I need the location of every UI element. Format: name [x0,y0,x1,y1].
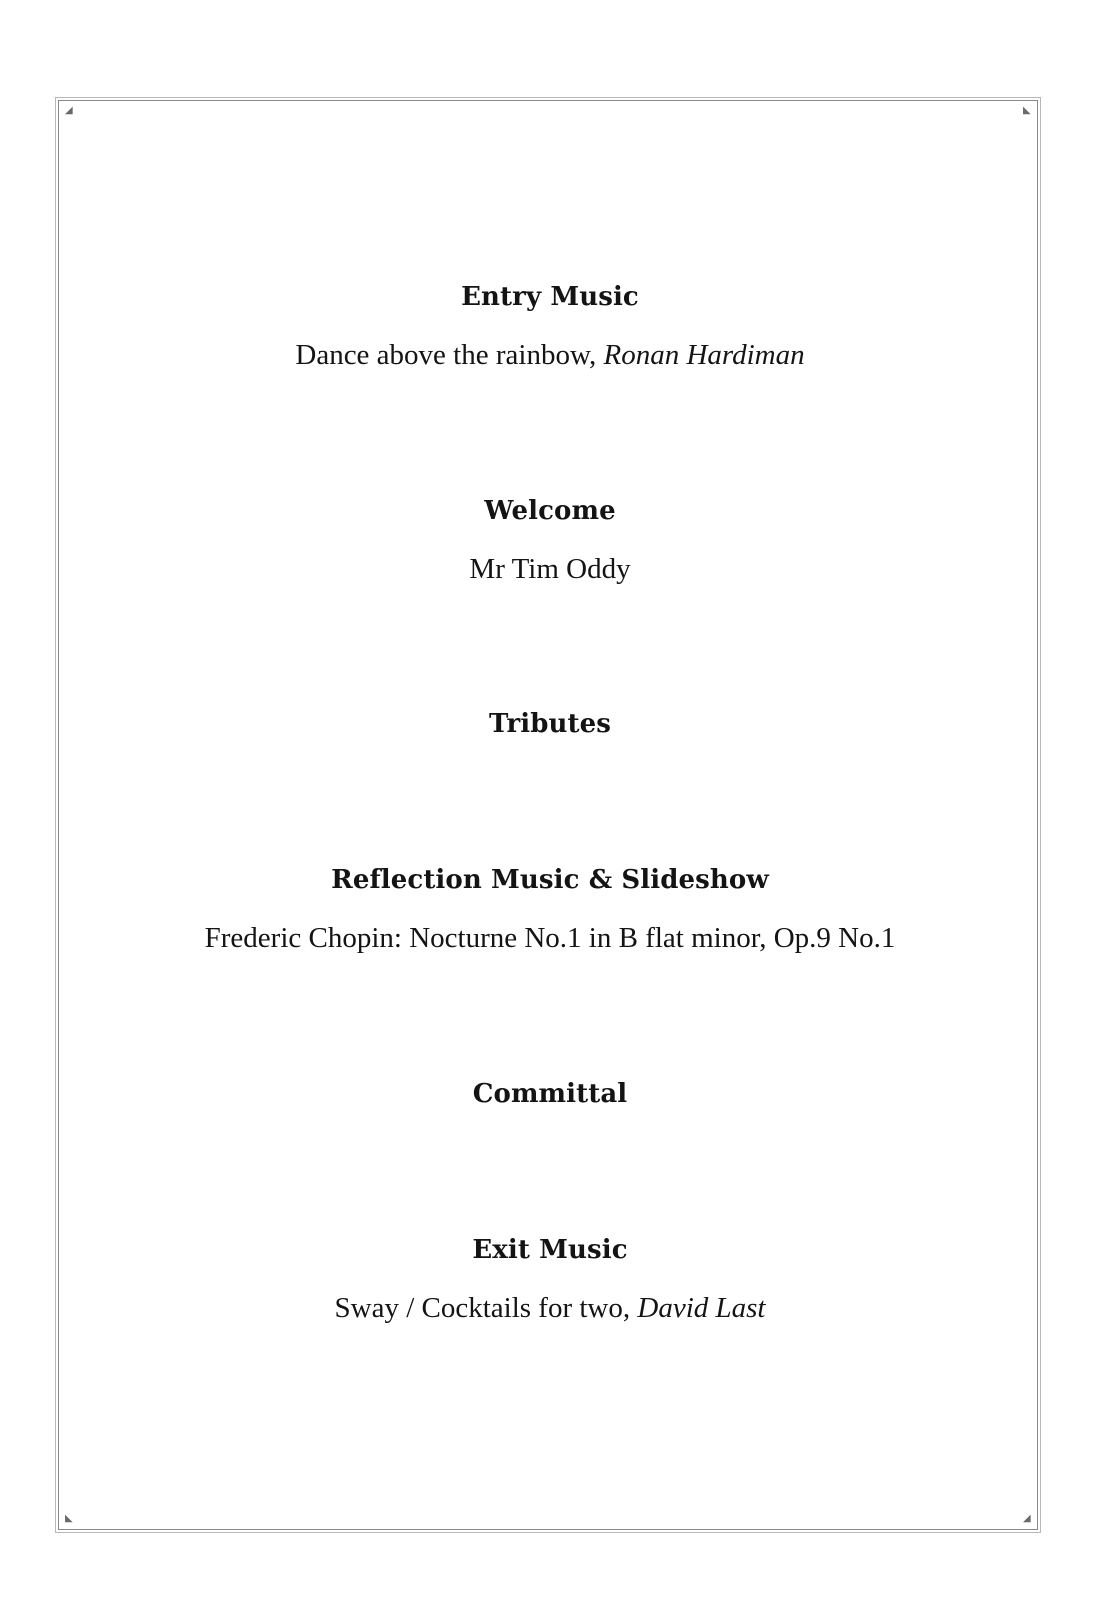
section-committal [0,1078,1100,1110]
section-detail [0,1291,1100,1325]
corner-ornament-icon: ◣ [1023,105,1031,116]
section-heading: Tributes [488,709,612,739]
section-heading: Entry Music [461,282,639,312]
section-heading: Exit Music [472,1235,628,1265]
section-detail [0,338,1100,372]
piece-title: Sway / Cocktails for two, [334,1292,631,1324]
section-reflection-music [0,864,1100,955]
section-detail: Frederic Chopin: Nocturne No.1 in B flat minor, Op.9 No.1 [204,922,896,954]
corner-ornament-icon: ◣ [65,1513,73,1524]
section-tributes [0,708,1100,740]
section-heading: Committal [472,1079,628,1109]
section-detail: Mr Tim Oddy [469,553,631,585]
performer-name: David Last [637,1292,766,1324]
section-welcome [0,495,1100,586]
performer-name: Ronan Hardiman [603,339,805,371]
piece-title: Dance above the rainbow, [295,339,597,371]
corner-ornament-icon: ◢ [65,105,73,116]
section-heading: Reflection Music & Slideshow [331,865,769,895]
corner-ornament-icon: ◢ [1023,1513,1031,1524]
section-exit-music [0,1234,1100,1325]
section-heading: Welcome [484,496,616,526]
section-entry-music [0,281,1100,372]
